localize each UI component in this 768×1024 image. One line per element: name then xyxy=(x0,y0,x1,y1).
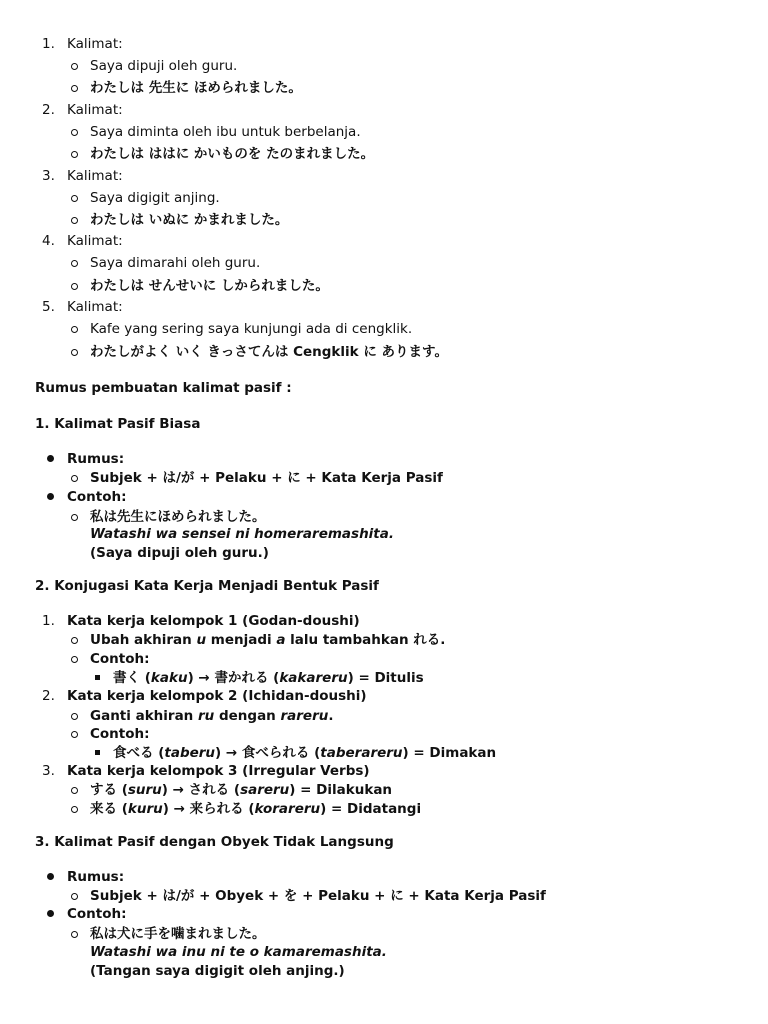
example-indonesian: Kafe yang sering saya kunjungi ada di cengklik. xyxy=(90,321,413,337)
section1-title: 1. Kalimat Pasif Biasa xyxy=(35,416,201,432)
section3-rumus-label: Rumus: xyxy=(67,869,125,885)
list-number: 3. xyxy=(42,168,55,184)
example-label: Kalimat: xyxy=(67,233,123,249)
group3-example-kuru: 来る (kuru) → 来られる (korareru) = Didatangi xyxy=(90,801,422,817)
disc-bullet-icon xyxy=(47,493,54,500)
section3-rumus-formula: Subjek + は/が + Obyek + を + Pelaku + に + Kata Kerja Pasif xyxy=(90,888,546,904)
group2-rule: Ganti akhiran ru dengan rareru. xyxy=(90,708,334,724)
circle-bullet-icon xyxy=(71,806,78,813)
group1-contoh-label: Contoh: xyxy=(90,651,150,667)
list-number: 1. xyxy=(42,613,55,629)
circle-bullet-icon xyxy=(71,151,78,158)
example-japanese: わたしがよく いく きっさてんは Cengklik に あります。 xyxy=(90,344,448,360)
circle-bullet-icon xyxy=(71,349,78,356)
group1-rule: Ubah akhiran u menjadi a lalu tambahkan れる. xyxy=(90,632,446,648)
section1-contoh-label: Contoh: xyxy=(67,489,127,505)
list-number: 2. xyxy=(42,688,55,704)
example-indonesian: Saya diminta oleh ibu untuk berbelanja. xyxy=(90,124,361,140)
circle-bullet-icon xyxy=(71,283,78,290)
rumus-heading: Rumus pembuatan kalimat pasif : xyxy=(35,380,292,396)
section3-contoh-romaji: Watashi wa inu ni te o kamaremashita. xyxy=(90,944,387,960)
square-bullet-icon xyxy=(95,675,100,680)
section1-contoh-translation: (Saya dipuji oleh guru.) xyxy=(90,545,269,561)
list-number: 1. xyxy=(42,36,55,52)
group1-example: 書く (kaku) → 書かれる (kakareru) = Ditulis xyxy=(113,670,424,686)
list-number: 5. xyxy=(42,299,55,315)
circle-bullet-icon xyxy=(71,326,78,333)
example-label: Kalimat: xyxy=(67,102,123,118)
disc-bullet-icon xyxy=(47,873,54,880)
group1-title: Kata kerja kelompok 1 (Godan-doushi) xyxy=(67,613,360,629)
list-number: 3. xyxy=(42,763,55,779)
circle-bullet-icon xyxy=(71,85,78,92)
example-label: Kalimat: xyxy=(67,168,123,184)
example-japanese: わたしは いぬに かまれました。 xyxy=(90,212,289,228)
section3-contoh-translation: (Tangan saya digigit oleh anjing.) xyxy=(90,963,345,979)
example-indonesian: Saya digigit anjing. xyxy=(90,190,220,206)
circle-bullet-icon xyxy=(71,514,78,521)
group2-example: 食べる (taberu) → 食べられる (taberareru) = Dimakan xyxy=(113,745,497,761)
section3-contoh-japanese: 私は犬に手を噛まれました。 xyxy=(90,926,266,942)
list-number: 2. xyxy=(42,102,55,118)
circle-bullet-icon xyxy=(71,260,78,267)
disc-bullet-icon xyxy=(47,455,54,462)
group2-title: Kata kerja kelompok 2 (Ichidan-doushi) xyxy=(67,688,367,704)
group3-title: Kata kerja kelompok 3 (Irregular Verbs) xyxy=(67,763,370,779)
circle-bullet-icon xyxy=(71,787,78,794)
square-bullet-icon xyxy=(95,750,100,755)
example-japanese: わたしは せんせいに しかられました。 xyxy=(90,278,329,294)
example-japanese: わたしは 先生に ほめられました。 xyxy=(90,80,302,96)
group3-example-suru: する (suru) → される (sareru) = Dilakukan xyxy=(90,782,393,798)
section1-rumus-label: Rumus: xyxy=(67,451,125,467)
disc-bullet-icon xyxy=(47,910,54,917)
circle-bullet-icon xyxy=(71,195,78,202)
section1-rumus-formula: Subjek + は/が + Pelaku + に + Kata Kerja Pasif xyxy=(90,470,443,486)
circle-bullet-icon xyxy=(71,713,78,720)
circle-bullet-icon xyxy=(71,656,78,663)
example-japanese: わたしは ははに かいものを たのまれました。 xyxy=(90,146,375,162)
section1-contoh-japanese: 私は先生にほめられました。 xyxy=(90,509,266,525)
example-label: Kalimat: xyxy=(67,299,123,315)
section1-contoh-romaji: Watashi wa sensei ni homeraremashita. xyxy=(90,526,394,542)
circle-bullet-icon xyxy=(71,475,78,482)
example-indonesian: Saya dimarahi oleh guru. xyxy=(90,255,261,271)
example-indonesian: Saya dipuji oleh guru. xyxy=(90,58,238,74)
circle-bullet-icon xyxy=(71,129,78,136)
circle-bullet-icon xyxy=(71,217,78,224)
circle-bullet-icon xyxy=(71,637,78,644)
group2-contoh-label: Contoh: xyxy=(90,726,150,742)
circle-bullet-icon xyxy=(71,931,78,938)
list-number: 4. xyxy=(42,233,55,249)
circle-bullet-icon xyxy=(71,893,78,900)
section3-title: 3. Kalimat Pasif dengan Obyek Tidak Langsung xyxy=(35,834,394,850)
section3-contoh-label: Contoh: xyxy=(67,906,127,922)
section2-title: 2. Konjugasi Kata Kerja Menjadi Bentuk Pasif xyxy=(35,578,379,594)
circle-bullet-icon xyxy=(71,731,78,738)
circle-bullet-icon xyxy=(71,63,78,70)
example-label: Kalimat: xyxy=(67,36,123,52)
